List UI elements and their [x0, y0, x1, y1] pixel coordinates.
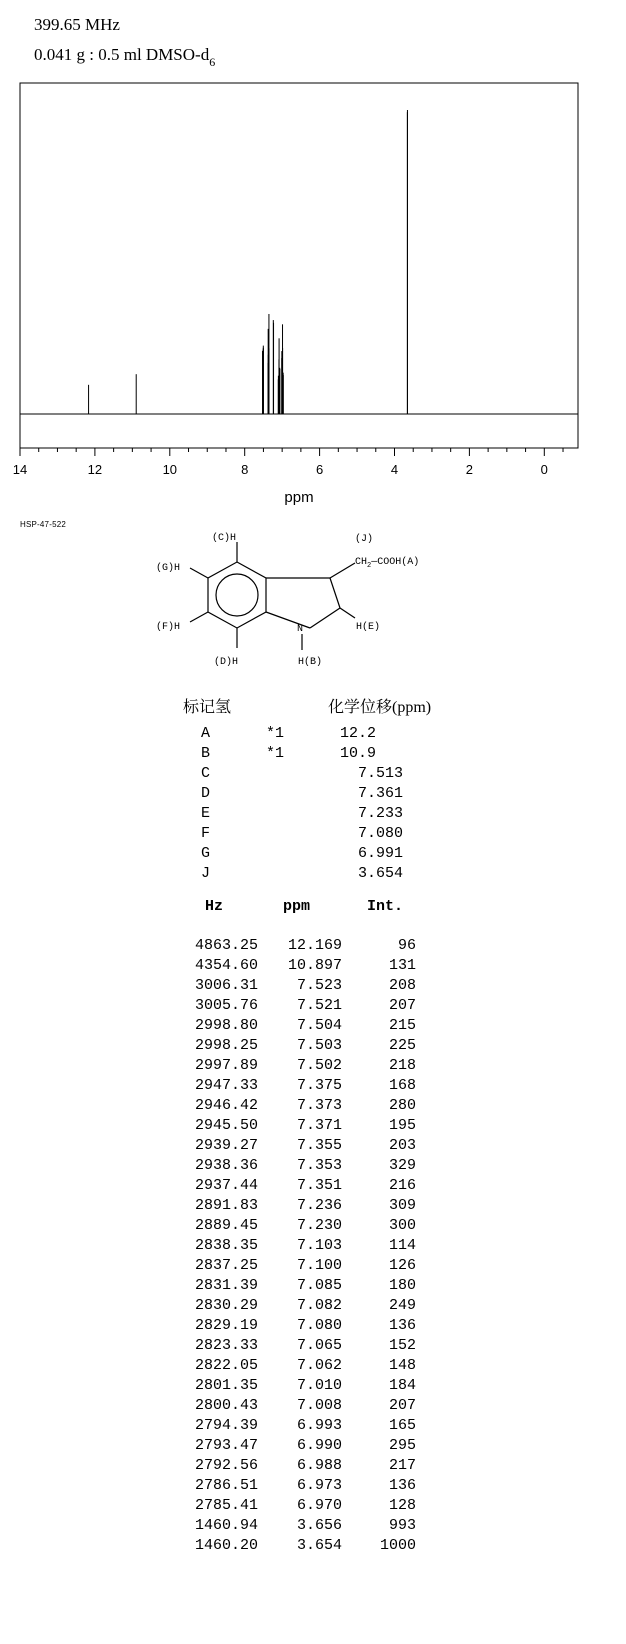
x-tick-label: 14 [12, 462, 28, 477]
peak-ppm: 7.351 [296, 1177, 342, 1194]
ch2-text: CH [355, 557, 368, 568]
x-axis-label: ppm [284, 489, 314, 506]
peak-hz: 2830.29 [194, 1297, 258, 1314]
peak-hz: 2823.33 [194, 1337, 258, 1354]
ch2-label [355, 556, 419, 570]
peak-int: 136 [388, 1317, 416, 1334]
assignment-table [0, 725, 626, 885]
peak-hz: 2889.45 [194, 1217, 258, 1234]
assignment-row [0, 845, 626, 865]
peak-int: 1000 [379, 1537, 416, 1554]
molecule-structure [150, 530, 470, 670]
f-h-label: (F)H [156, 622, 181, 633]
peak-row [0, 1437, 626, 1457]
peak-hz: 2801.35 [194, 1377, 258, 1394]
peak-ppm: 3.656 [296, 1517, 342, 1534]
x-tick-label: 2 [465, 462, 474, 477]
peak-col-int: Int. [367, 898, 404, 915]
x-tick-label: 10 [162, 462, 178, 477]
assignment-shift: 10.9 [340, 745, 377, 762]
peak-hz: 2946.42 [194, 1097, 258, 1114]
peak-ppm: 7.375 [296, 1077, 342, 1094]
assignment-shift: 7.513 [357, 765, 403, 782]
assignment-row [0, 745, 626, 765]
peak-row [0, 1037, 626, 1057]
j-label: (J) [355, 534, 374, 545]
c-h-label: (C)H [212, 533, 237, 544]
peak-table [0, 937, 626, 1557]
x-axis-ticks [13, 448, 563, 477]
x-tick-label: 8 [241, 462, 249, 477]
assignment-shift: 6.991 [357, 845, 403, 862]
peak-ppm: 7.504 [296, 1017, 342, 1034]
cooh-text: —COOH(A) [371, 557, 420, 568]
peak-hz: 2945.50 [194, 1117, 258, 1134]
peak-row [0, 1057, 626, 1077]
assignment-row [0, 765, 626, 785]
peak-hz: 2829.19 [194, 1317, 258, 1334]
peak-int: 207 [388, 997, 416, 1014]
peak-row [0, 1517, 626, 1537]
peak-row [0, 937, 626, 957]
peak-int: 207 [388, 1397, 416, 1414]
peak-hz: 2998.25 [194, 1037, 258, 1054]
peak-ppm: 7.353 [296, 1157, 342, 1174]
peak-int: 148 [388, 1357, 416, 1374]
peak-hz: 2939.27 [194, 1137, 258, 1154]
peak-hz: 2997.89 [194, 1057, 258, 1074]
peak-row [0, 1237, 626, 1257]
assignment-label: D [201, 785, 211, 802]
peak-row [0, 1357, 626, 1377]
peak-hz: 2837.25 [194, 1257, 258, 1274]
peak-row [0, 1117, 626, 1137]
peak-int: 208 [388, 977, 416, 994]
peak-ppm: 6.973 [296, 1477, 342, 1494]
benzene-ring [208, 562, 266, 628]
peak-ppm: 7.100 [296, 1257, 342, 1274]
frequency-label: 399.65 MHz [34, 15, 120, 34]
peak-ppm: 6.993 [296, 1417, 342, 1434]
peak-ppm: 7.355 [296, 1137, 342, 1154]
peak-ppm: 7.085 [296, 1277, 342, 1294]
peak-ppm: 3.654 [296, 1537, 342, 1554]
peak-hz: 2838.35 [194, 1237, 258, 1254]
peak-ppm: 7.502 [296, 1057, 342, 1074]
sample-label [34, 40, 215, 77]
peak-hz: 2998.80 [194, 1017, 258, 1034]
x-tick-label: 0 [540, 462, 548, 477]
peak-ppm: 12.169 [287, 937, 342, 954]
peak-ppm: 7.503 [296, 1037, 342, 1054]
nmr-spectrum-chart [0, 78, 626, 518]
peak-int: 249 [388, 1297, 416, 1314]
peak-hz: 1460.20 [194, 1537, 258, 1554]
assignment-header-label: 标记氢 [183, 699, 232, 716]
peak-row [0, 1017, 626, 1037]
peak-row [0, 957, 626, 977]
x-tick-label: 4 [390, 462, 399, 477]
peak-row [0, 977, 626, 997]
peak-hz: 4354.60 [194, 957, 258, 974]
peak-int: 152 [388, 1337, 416, 1354]
peak-hz: 2800.43 [194, 1397, 258, 1414]
assignment-shift: 3.654 [357, 865, 403, 882]
peak-ppm: 10.897 [287, 957, 342, 974]
ch2-subscript: 2 [367, 562, 372, 570]
peak-hz: 3006.31 [194, 977, 258, 994]
peak-int: 126 [388, 1257, 416, 1274]
assignment-label: G [201, 845, 211, 862]
peak-int: 329 [388, 1157, 416, 1174]
peak-hz: 2793.47 [194, 1437, 258, 1454]
peak-row [0, 1497, 626, 1517]
x-tick-label: 6 [315, 462, 324, 477]
peak-hz: 2937.44 [194, 1177, 258, 1194]
peak-hz: 2792.56 [194, 1457, 258, 1474]
e-h-label: H(E) [356, 622, 381, 633]
peak-int: 184 [388, 1377, 416, 1394]
peak-row [0, 1077, 626, 1097]
peak-ppm: 7.521 [296, 997, 342, 1014]
peak-hz: 2822.05 [194, 1357, 258, 1374]
peak-int: 165 [388, 1417, 416, 1434]
assignment-row [0, 805, 626, 825]
peak-int: 136 [388, 1477, 416, 1494]
assignment-label: B [201, 745, 211, 762]
peak-row [0, 1157, 626, 1177]
peak-ppm: 7.008 [296, 1397, 342, 1414]
peak-hz: 2786.51 [194, 1477, 258, 1494]
peak-int: 295 [388, 1437, 416, 1454]
assignment-row [0, 785, 626, 805]
peak-ppm: 7.236 [296, 1197, 342, 1214]
peak-int: 96 [397, 937, 416, 954]
sample-subscript: 6 [209, 55, 216, 69]
peak-int: 114 [388, 1237, 416, 1254]
peak-int: 218 [388, 1057, 416, 1074]
assignment-label: F [201, 825, 211, 842]
peak-ppm: 7.371 [296, 1117, 342, 1134]
peak-hz: 2891.83 [194, 1197, 258, 1214]
peak-ppm: 7.103 [296, 1237, 342, 1254]
assignment-row [0, 865, 626, 885]
peak-row [0, 1397, 626, 1417]
peak-ppm: 6.990 [296, 1437, 342, 1454]
peak-int: 993 [388, 1517, 416, 1534]
peak-ppm: 7.230 [296, 1217, 342, 1234]
peak-hz: 2831.39 [194, 1277, 258, 1294]
assignment-row [0, 825, 626, 845]
assignment-note: *1 [266, 745, 285, 762]
peak-row [0, 1417, 626, 1437]
assignment-shift: 12.2 [340, 725, 377, 742]
peak-int: 168 [388, 1077, 416, 1094]
peak-ppm: 7.062 [296, 1357, 342, 1374]
peak-int: 280 [388, 1097, 416, 1114]
peak-hz: 2938.36 [194, 1157, 258, 1174]
assignment-label: A [201, 725, 211, 742]
peak-int: 128 [388, 1497, 416, 1514]
peak-row [0, 1257, 626, 1277]
peak-row [0, 1277, 626, 1297]
peak-int: 180 [388, 1277, 416, 1294]
peak-int: 131 [388, 957, 416, 974]
n-label: N [297, 624, 304, 635]
peak-ppm: 7.010 [296, 1377, 342, 1394]
assignment-label: J [201, 865, 211, 882]
peak-row [0, 1097, 626, 1117]
pyrrole-ring [190, 542, 355, 650]
peak-row [0, 997, 626, 1017]
assignment-header-shift: 化学位移(ppm) [328, 699, 432, 716]
peak-col-ppm: ppm [283, 898, 311, 915]
peak-row [0, 1177, 626, 1197]
peak-hz: 1460.94 [194, 1517, 258, 1534]
peak-row [0, 1377, 626, 1397]
peak-row [0, 1537, 626, 1557]
peak-int: 215 [388, 1017, 416, 1034]
b-h-label: H(B) [298, 657, 323, 668]
peak-ppm: 7.082 [296, 1297, 342, 1314]
assignment-label: E [201, 805, 211, 822]
plot-frame [20, 83, 578, 448]
peak-hz: 2794.39 [194, 1417, 258, 1434]
assignment-row [0, 725, 626, 745]
x-tick-label: 12 [87, 462, 103, 477]
peak-int: 217 [388, 1457, 416, 1474]
peak-ppm: 6.988 [296, 1457, 342, 1474]
sample-main: 0.041 g : 0.5 ml DMSO-d [34, 45, 210, 64]
peak-ppm: 7.523 [296, 977, 342, 994]
assignment-shift: 7.361 [357, 785, 403, 802]
spectrum-header [34, 10, 215, 77]
peak-row [0, 1317, 626, 1337]
peak-int: 195 [388, 1117, 416, 1134]
peak-int: 225 [388, 1037, 416, 1054]
peak-hz: 2785.41 [194, 1497, 258, 1514]
peak-ppm: 6.970 [296, 1497, 342, 1514]
peak-row [0, 1197, 626, 1217]
peak-row [0, 1457, 626, 1477]
peak-int: 216 [388, 1177, 416, 1194]
peak-row [0, 1217, 626, 1237]
assignment-label: C [201, 765, 211, 782]
assignment-shift: 7.080 [357, 825, 403, 842]
spectrum-code: HSP-47-522 [20, 520, 67, 529]
peak-row [0, 1137, 626, 1157]
peak-ppm: 7.080 [296, 1317, 342, 1334]
peak-row [0, 1477, 626, 1497]
assignment-note: *1 [266, 725, 285, 742]
peak-int: 203 [388, 1137, 416, 1154]
assignment-shift: 7.233 [357, 805, 403, 822]
peak-hz: 2947.33 [194, 1077, 258, 1094]
spectrum-peaks [89, 110, 408, 414]
peak-hz: 3005.76 [194, 997, 258, 1014]
peak-ppm: 7.065 [296, 1337, 342, 1354]
peak-int: 300 [388, 1217, 416, 1234]
g-h-label: (G)H [156, 563, 181, 574]
peak-ppm: 7.373 [296, 1097, 342, 1114]
peak-row [0, 1337, 626, 1357]
peak-int: 309 [388, 1197, 416, 1214]
peak-col-hz: Hz [205, 898, 224, 915]
peak-row [0, 1297, 626, 1317]
d-h-label: (D)H [214, 657, 239, 668]
peak-hz: 4863.25 [194, 937, 258, 954]
